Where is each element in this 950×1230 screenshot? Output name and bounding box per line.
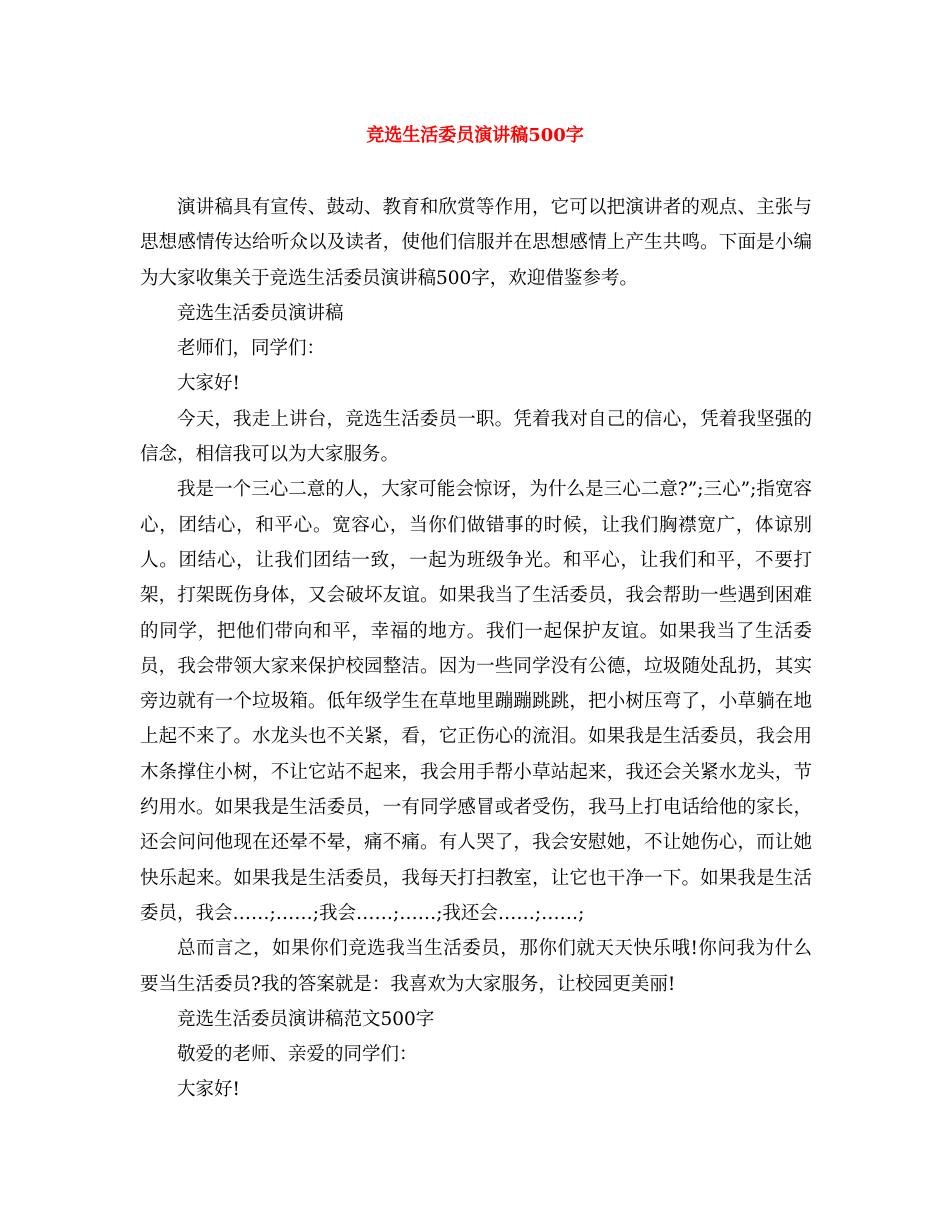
section-heading: 竞选生活委员演讲稿范文500字 [177, 1008, 435, 1030]
salutation: 老师们，同学们： [177, 338, 326, 360]
section-heading: 竞选生活委员演讲稿 [177, 302, 344, 324]
document-title: 竞选生活委员演讲稿500字 [366, 125, 584, 146]
paragraph: 我是一个三心二意的人，大家可能会惊讶，为什么是三心二意?”;三心”;指宽容心，团结心，和平心。宽容心，当你们做错事的时候，让我们胸襟宽广，体谅别人。团结心，让我们团结一致，一起为班级争光。和平心，让我们和平，不要打架，打架既伤身体，又会破坏友谊。如果我当了生活委员，我会帮助一些遇到困难的同学，把他们带向和平，幸福的地方。我们一起保护友谊。如果我当了生活委员，我会带领大家来保护校园整洁。因为一些同学没有公德，垃圾随处乱扔，其实旁边就有一个垃圾箱。低年级学生在草地里蹦蹦跳跳，把小树压弯了，小草躺在地上起不来了。水龙头也不关紧，看，它正伤心的流泪。如果我是生活委员，我会用木条撑住小树，不让它站不起来，我会用手帮小草站起来，我还会关紧水龙头，节约用水。如果我是生活委员，一有同学感冒或者受伤，我马上打电话给他的家长，还会问问他现在还晕不晕，痛不痛。有人哭了，我会安慰她，不让她伤心，而让她快乐起来。如果我是生活委员，我每天打扫教室，让它也干净一下。如果我是生活委员，我会……;……;我会……;……;我还会……;……; [140, 479, 812, 924]
document-body [140, 190, 812, 1108]
paragraph-conclusion: 总而言之，如果你们竞选我当生活委员，那你们就天天快乐哦!你问我为什么要当生活委员?我的答案就是：我喜欢为大家服务，让校园更美丽! [140, 938, 812, 995]
paragraph-intro: 演讲稿具有宣传、鼓动、教育和欣赏等作用，它可以把演讲者的观点、主张与思想感情传达给听众以及读者，使他们信服并在思想感情上产生共鸣。下面是小编为大家收集关于竞选生活委员演讲稿500字，欢迎借鉴参考。 [140, 197, 812, 289]
greeting: 大家好! [177, 373, 240, 395]
salutation: 敬爱的老师、亲爱的同学们： [177, 1044, 418, 1066]
greeting: 大家好! [177, 1079, 240, 1101]
paragraph: 今天，我走上讲台，竞选生活委员一职。凭着我对自己的信心，凭着我坚强的信念，相信我可以为大家服务。 [140, 408, 812, 466]
